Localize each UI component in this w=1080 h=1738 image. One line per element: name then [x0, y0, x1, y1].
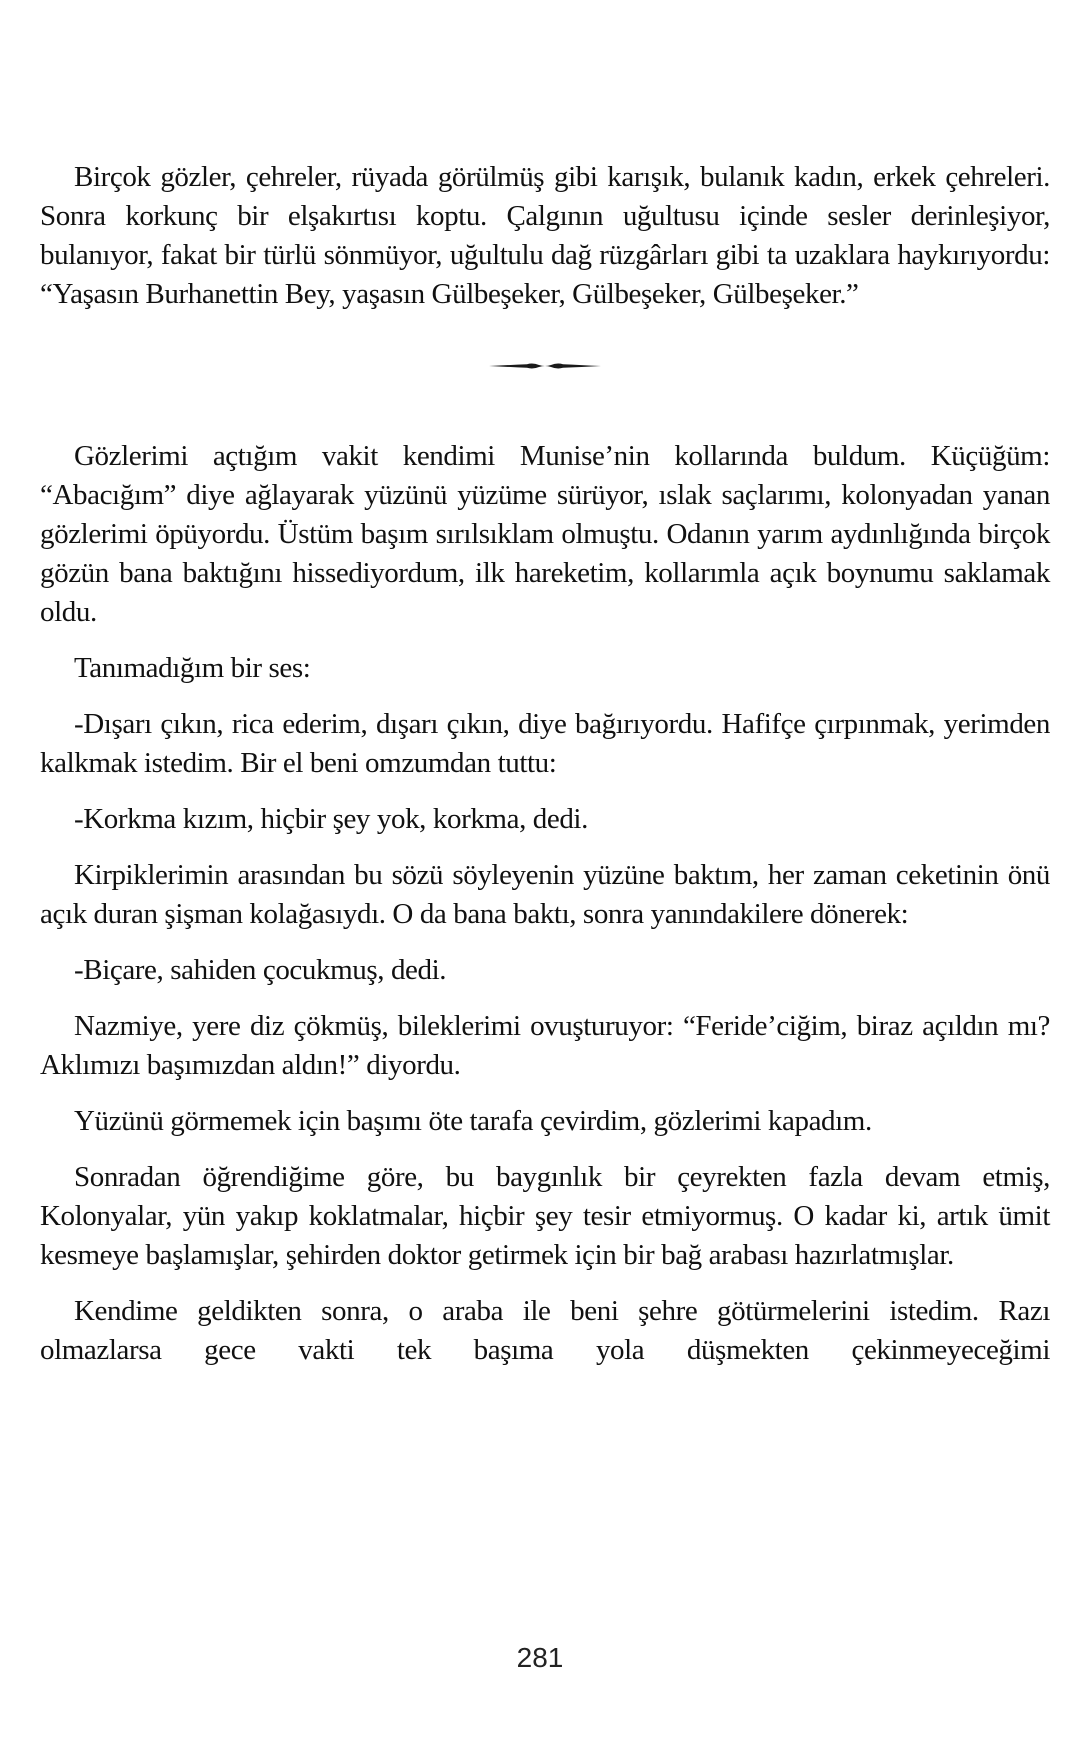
paragraph: Kirpiklerimin arasından bu sözü söyleyenin yüzüne baktım, her zaman ceketinin önü açık duran şişman kolağasıydı. O da bana baktı, sonra yanındakilere dönerek:	[40, 859, 1050, 930]
section-break	[40, 331, 1050, 401]
page-number: 281	[516, 1642, 564, 1673]
book-page	[40, 158, 1050, 1387]
paragraph: -Dışarı çıkın, rica ederim, dışarı çıkın, diye bağırıyordu. Hafifçe çırpınmak, yerimden kalkmak istedim. Bir el beni omzumdan tuttu:	[40, 708, 1050, 779]
paragraph: -Biçare, sahiden çocukmuş, dedi.	[74, 954, 447, 986]
paragraph: Sonradan öğrendiğime göre, bu baygınlık bir çeyrekten fazla devam etmiş, Kolonyalar, yün yakıp koklatmalar, hiçbir şey tesir etmiyormuş. O kadar ki, artık ümit kesmeye başlamışlar, şehirden doktor getirmek için bir bağ arabası hazırlatmışlar.	[40, 1161, 1050, 1271]
paragraph: Tanımadığım bir ses:	[74, 652, 311, 684]
paragraph: Birçok gözler, çehreler, rüyada görülmüş gibi karışık, bulanık kadın, erkek çehreleri. Sonra korkunç bir elşakırtısı koptu. Çalgının uğultusu içinde sesler derinleşiyor, bulanıyor, fakat bir türlü sönmüyor, uğultulu dağ rüzgârları gibi ta uzaklara haykırıyordu: “Yaşasın Burhanettin Bey, yaşasın Gülbeşeker, Gülbeşeker, Gülbeşeker.”	[40, 161, 1050, 310]
paragraph: Yüzünü görmemek için başımı öte tarafa çevirdim, gözlerimi kapadım.	[74, 1105, 872, 1137]
ornament-divider-icon	[489, 361, 601, 371]
paragraph-continued: Kendime geldikten sonra, o araba ile beni şehre götürmelerini istedim. Razı olmazlarsa gece vakti tek başıma yola düşmekten çekinmeyeceğimi	[40, 1295, 1050, 1366]
paragraph: Nazmiye, yere diz çökmüş, bileklerimi ovuşturuyor: “Feride’ciğim, biraz açıldın mı? Aklımızı başımızdan aldın!” diyordu.	[40, 1010, 1050, 1081]
paragraph: Gözlerimi açtığım vakit kendimi Munise’nin kollarında buldum. Küçüğüm: “Abacığım” diye ağlayarak yüzünü yüzüme sürüyor, ıslak saçlarımı, kolonyadan yanan gözlerimi öpüyordu. Üstüm başım sırılsıklam olmuştu. Odanın yarım aydınlığında birçok gözün bana baktığını hissediyordum, ilk hareketim, kollarımla açık boynumu saklamak oldu.	[40, 440, 1050, 628]
paragraph: -Korkma kızım, hiçbir şey yok, korkma, dedi.	[74, 803, 588, 835]
